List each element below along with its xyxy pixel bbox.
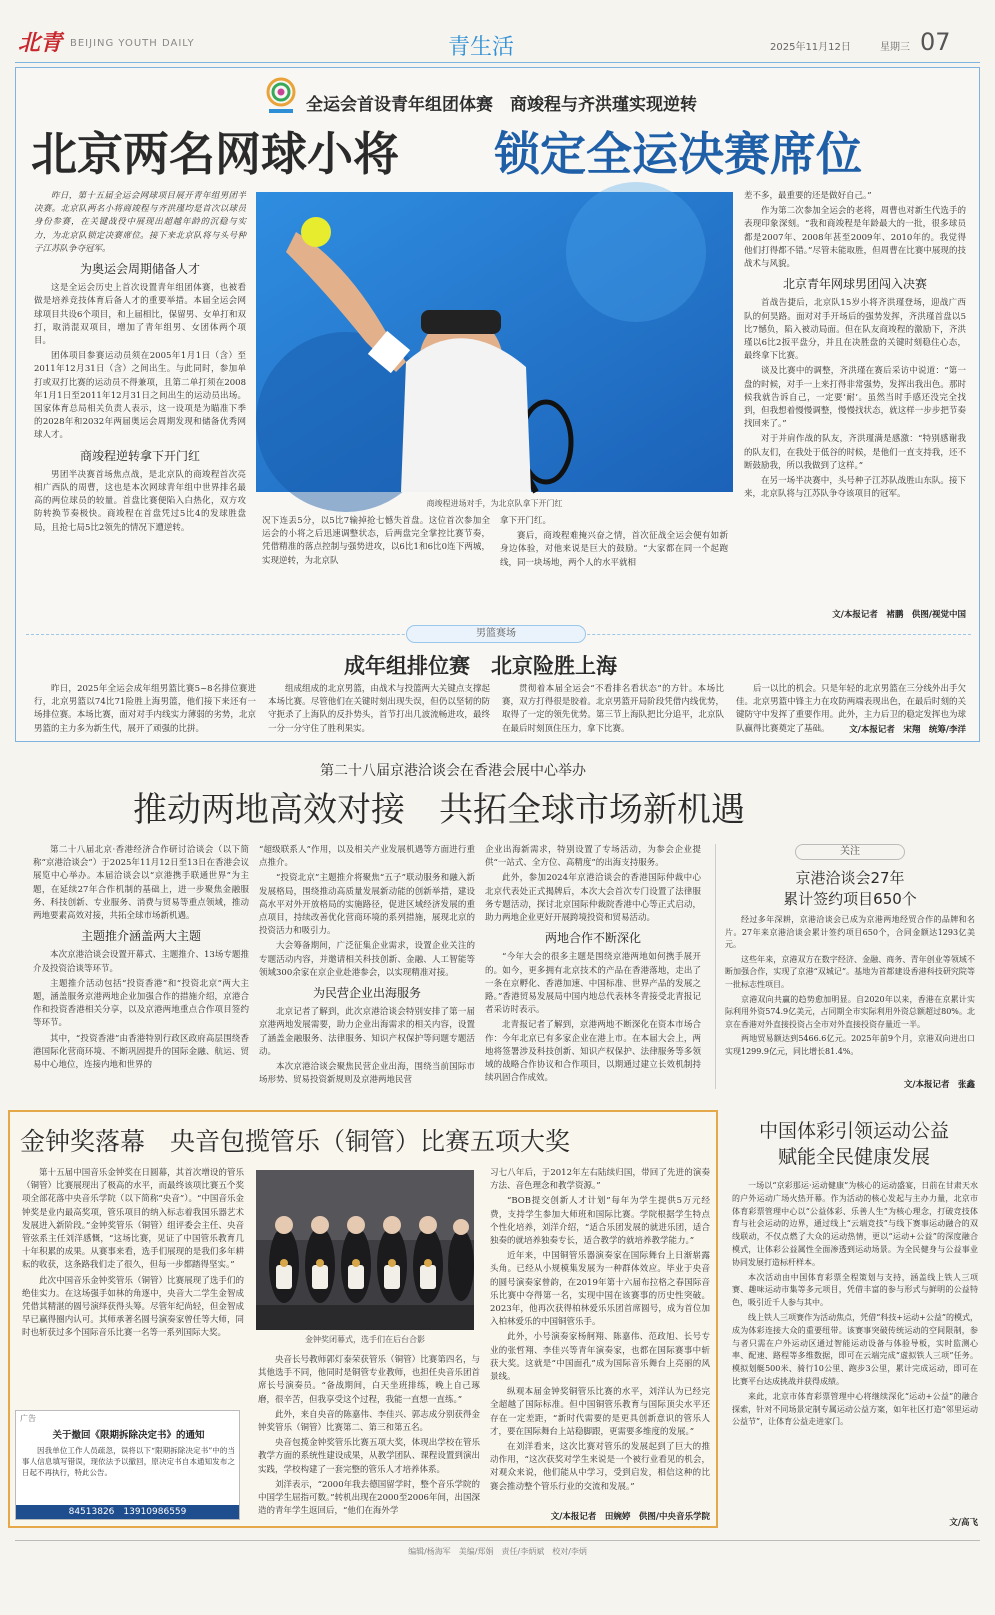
tennis-photo-caption: 商竣程进场对手，为北京队拿下开门红 [426,499,563,508]
ad-phone: 84513826 13910986559 [68,1507,187,1517]
paper-logo: 北青 [18,30,63,56]
trade-para: 大会筹备期间，广泛征集企业需求，设置企业关注的专题活动内容，并邀请相关科技创新、金融、人工智能等领域300余家在京企业赴港参会，以实现精准对接。 [259,941,475,978]
lottery-body [732,1180,978,1515]
trade-para: 主题推介活动包括“投资香港”和“投资北京”两大主题，涵盖服务京港两地企业加强合作的措施介绍，京港合作和投资香港相关分享，以及京港两地重点合作项目签约等环节。 [33,978,249,1029]
basketball-para: 贯彻着本届全运会“不看排名看状态”的方针。本场比赛，双方打得很是胶着。北京男篮开局阶段凭借内线优势，取得了一定的领先优势。第三节上海队把比分追平，北京队在最后时刻顶住压力，拿下比赛。 [502,684,724,734]
tennis-photo [256,192,733,492]
music-para: 刘洋表示，“2000年我去德国留学时，整个音乐学院的中国学生屈指可数。”转机出现在2000至2006年间，出国深造的青年学生返回后，“他们在海外学 [258,1479,480,1517]
lottery-byline: 文/高飞 [949,1518,978,1528]
tennis-para: 男团半决赛首场焦点战，是北京队的商竣程首次亮相广西队的周曹，这也是本次网球青年组中世界排名最高的两位球员的较量。首盘比赛便陷入白热化，双方攻防转换节奏极快。商竣程在首盘凭过5比4的发球胜盘局，且抢七局5比2领先的情况下遭逆转。 [34,469,246,533]
music-para: “BOB提交创新人才计划”每年为学生提供5万元经费，支持学生参加大师班和国际比赛。学院根据学生特点个性化培养，刘洋介绍，“适合乐团发展的就进乐团，适合独奏的就培养独奏专长，适合教学的就培养教学能力。” [490,1196,710,1247]
lottery-para: 本次活动由中国体育彩票全程策划与支持，涵盖线上铁人三项赛、趣味运动市集等多元项目，凭借丰富的参与形式与鲜明的公益特色，吸引近千人参与其中。 [732,1272,978,1308]
basketball-col-1 [34,683,256,733]
tennis-col-2 [262,515,490,600]
footer-credits: 编辑/杨海军 美编/郑娟 责任/李炳斌 校对/李炳 [408,1547,587,1556]
trade-sidebar-para: 这些年来，京港双方在数字经济、金融、商务、青年创业等领域不断加强合作，实现了京港“双城记”。基地为首都建设香港科技研究院等一批标志性项目。 [725,954,975,989]
trade-subhead-3: 两地合作不断深化 [544,931,641,946]
footer-rule [15,1540,980,1541]
music-para: 央音长号教师郭灯泰荣获管乐（铜管）比赛第四名，与其他选手不同，他同时是铜管专业教师，也担任央音乐团首席长号演奏员。“备战期间，白天坐班排练，晚上自己琢磨，很辛苦，但我享受这个过程，我能一直想一直练。” [258,1355,480,1405]
music-para: 近年来，中国铜管乐器演奏家在国际舞台上日渐崭露头角。已经从小规模集发展为一种群体效应。毕业于央音的圆号演奏家曾韵，在2019年第十六届布拉格之春国际音乐比赛中夺得第一名，实现中国在该赛事的历史性突破。2023年，他再次获得柏林爱乐乐团首席圆号，成为首位加入柏林爱乐的中国铜管乐手。 [490,1251,710,1328]
ad-label: 广告 [20,1414,36,1423]
trade-para: “投资北京”主题推介将聚焦“五子”联动服务和融入新发展格局，围绕推动高质量发展新动能的创新举措，建设高水平对外开放格局的实施路径，促进区域经济发展的重点项目，持续改善优化营商环境的系列措施，展现北京的投资活力和吸引力。 [259,873,475,937]
trade-sidebar-title: 京港洽谈会27年 累计签约项目650个 [783,869,917,908]
tennis-para: 赛后，商竣程难掩兴奋之情，首次征战全运会便有如新身边体验，对他来说是巨大的鼓励。“大家都在同一个起跑线，同一块场地，两个人的水平就相 [500,531,728,568]
music-para: 此次中国音乐金钟奖管乐（铜管）比赛展现了选手们的绝佳实力。在这场强手如林的角逐中，央音大二学生金智成凭借其精湛的圆号演绎获得头筹。尽管年纪尚轻，但金智成早已赢得圈内认可。其师承著名圆号演奏家曾任等大师，同时也斩获过多个国际音乐比赛一名等一系列国际大奖。 [22,1275,244,1339]
tennis-col-3 [500,515,728,600]
trade-sidebar [725,844,975,1094]
ad-notice-para: 因我单位工作人员疏忽，误将以下“限期拆除决定书”中的当事人信息填写错误，现依法予以撤回，原决定书自本通知发布之日起不再执行，特此公告。 [22,1446,235,1477]
tennis-para: 首战告捷后，北京队15岁小将齐洪瑾登场，迎战广西队的何昊路。面对对手开场后的强势发挥，齐洪瑾首盘以5比7憾负，陷入被动局面。但在队友商竣程的激励下，齐洪瑾以6比2扳平盘分，并且在决胜盘的关键时刻稳住心态，最终拿下比赛。 [744,298,966,362]
ad-phone-bar [16,1505,239,1519]
tennis-headline-blue: 锁定全运决赛席位 [494,127,862,181]
music-byline: 文/本报记者 田婉婷 供图/中央音乐学院 [550,1512,710,1522]
trade-headline: 推动两地高效对接 共拓全球市场新机遇 [133,790,745,830]
trade-sidebar-rule [715,844,716,1089]
trade-sidebar-byline: 文/本报记者 张鑫 [903,1080,975,1090]
tennis-para: 谈及比赛中的调整，齐洪瑾在赛后采访中说道：“第一盘的时候，对手一上来打得非常强势，发挥出我出色。那时候我就告诉自己，一定要‘耐’。虽然当时手感还没完全找到，但我想着慢慢调整，慢慢找状态，就这样一步步把节奏找回来了。” [744,366,966,430]
tennis-para: 差不多，最重要的还是做好自己。” [744,191,872,201]
tennis-para: 这是全运会历史上首次设置青年组团体赛，也被看做是培养竞技体育后备人才的重要举措。本届全运会网球项目共设6个项目，和上届相比，保留男、女单打和双打，取消混双项目，增加了青年组男、女团体两个项目。 [34,283,246,347]
basketball-para: 昨日，2025年全运会成年组男篮比赛5~8名排位赛进行，北京男篮以74比71险胜上海男篮，他们接下来还有一场排位赛。本场比赛，面对对手内线实力薄弱的劣势，北京男篮的主力多为新生代，展开了顽强的比拼。 [34,684,256,734]
tennis-para: 对于并肩作战的队友，齐洪瑾满是感激：“特别感谢我的队友们，在我处于低谷的时候，是他们一直支持我，还不断鼓励我，所以我做到了这样。” [744,434,966,471]
music-para: 此外，小号演奏家杨舸翔、陈嘉伟、范政旭、长号专业的张哲翔、李佳兴等青年演奏家，也都在国际赛事中斩获大奖。这就是“中国面孔”成为国际音乐舞台上亮丽的风景线。 [490,1332,710,1383]
tennis-para: 在另一场半决赛中，头号种子江苏队战胜山东队。接下来，北京队将与江苏队争夺该项目的冠军。 [744,476,966,500]
trade-para: “今年大会的很多主题是围绕京港两地如何携手展开的。如今，更多拥有北京技术的产品在香港落地，走出了一条在京孵化、香港加速、中国标准、世界产品的发展之路。”香港贸易发展局中国内地总代表林冬青接受北青报记者采访时表示。 [485,952,701,1016]
music-photo [256,1170,474,1330]
music-para: 在刘洋看来，这次比赛对管乐的发展起到了巨大的推动作用，“这次获奖对学生来说是一个被行业看见的机会，对观众来说，他们能从中学习，受到启发，相信这种的比赛会推动整个管乐行业的交流和发展。” [490,1442,710,1492]
tennis-para: 拿下开门红。 [500,516,552,526]
tennis-para: 况下连丢5分，以5比7输掉抢七憾失首盘。这位首次参加全运会的小将之后迅速调整状态，后两盘完全掌控比赛节奏，凭借精准的落点控制与强势进攻，以6比1和6比0连下两城，实现逆转，为北京队 [262,516,490,566]
lottery-article [728,1112,980,1532]
trade-sidebar-para: 京港双向共赢的趋势愈加明显。自2020年以来，香港在京累计实际利用外资574.9亿美元，占同期全市实际利用外资总额超过80%。北京在香港对外直接投资占全市对外直接投资存量近一半。 [725,994,975,1029]
trade-para: 第二十八届北京·香港经济合作研讨洽谈会（以下简称“京港洽谈会”）于2025年11月12日至13日在香港会议展览中心举办。本届洽谈会以“京港携手联通世界”为主题，在延续27年合作机制的基础上，进一步聚焦金融服务、科技创新、专业服务、消费与贸易等重点领域，推动两地要素高效对接，共拓全球市场新机遇。 [33,845,249,922]
tennis-subhead-3: 北京青年网球男团闯入决赛 [782,277,927,292]
music-para: 此外，来自央音的陈嘉伟、李佳兴、郭志成分别获得金钟奖管乐（铜管）比赛第二、第三和第五名。 [258,1409,480,1434]
tennis-col-1 [34,190,246,720]
trade-para: 其中，“投资香港”由香港特别行政区政府高层围绕香港国际化营商环境、不断巩固提升的国际金融、航运、贸易中心地位，连接内地和世界的 [33,1033,249,1071]
trade-sidebar-para: 两地贸易额达到5466.6亿元。2025年前9个月，京港双向进出口实现1299.9亿元，同比增长81.4%。 [725,1034,975,1056]
basketball-byline: 文/本报记者 宋翔 统筹/李洋 [849,725,966,735]
trade-sidebar-tag-text: 关注 [840,846,860,857]
basketball-para: 后一以比的机会。只是年轻的北京男篮在三分线外出手欠佳。北京男篮中锋主力在攻防两端表现出色，在最后时刻的关键防守中发挥了重要作用。此外，主力后卫的稳定发挥也为球队赢得比赛奠定了基础。 [736,684,966,734]
ad-notice-body [22,1445,235,1503]
trade-para: 本次京港洽谈会聚焦民营企业出海，围绕当前国际市场形势、贸易投资新规则及京港两地民营 [259,1062,475,1086]
basketball-tag [406,625,586,643]
trade-para: 此外，参加2024年京港洽谈会的香港国际仲裁中心北京代表处正式揭牌后，本次大会首次专门设置了法律服务专题活动，探讨北京国际仲裁院香港中心等正式启动，助力两地企业更好开展跨境投资和贸易活动。 [485,873,701,924]
trade-sidebar-body [725,914,975,1074]
ad-notice-title: 关于撤回《限期拆除决定书》的通知 [52,1430,205,1441]
basketball-col-2 [268,683,490,733]
music-para: 第十五届中国音乐金钟奖在日圆幕，其首次增设的管乐（铜管）比赛展现出了极高的水平，而最终该项比赛五个奖项全部花落中央音乐学院（以下简称“央音”）。“中国音乐金钟奖是业内最高奖项，管乐项目的纳入标志着我国乐器艺术发展进入新阶段。”金钟奖管乐（铜管）组评委会主任、央音管弦系主任刘洋感慨，“这场比赛，见证了中国管乐教育几十年积累的成果。从赛事来看，选手们展现的是我们多年耕耘的收获，这条路我们走了很久，但每一步都踏得坚实。” [22,1168,244,1271]
music-para: 习七八年后，于2012年左右陆续归国，带回了先进的演奏方法、音色理念和教学资源。” [490,1168,710,1192]
tennis-para: 作为第二次参加全运会的老将，周曹也对新生代选手的表现印象深刻。“我和商竣程是年龄最大的一批，很多球员都是2007年、2008年甚至2009年、2010年的。我觉得他们打得都不错。”尽管未能取胜，但周曹在比赛中展现的技战术与风貌。 [744,206,966,270]
trade-col-3 [485,844,701,1089]
issue-date: 2025年11月12日 [770,42,851,53]
tennis-col-4 [744,190,966,605]
tennis-lead: 昨日，第十五届全运会网球项目展开青年组男团半决赛。北京队两名小将商竣程与齐洪瑾均是首次以球员身份参赛，在关键战役中展现出超越年龄的沉稳与实力，为北京队锁定决赛席位。接下来北京队将与头号种子江苏队争夺冠军。 [34,191,246,254]
basketball-para: 组成组成的北京男篮，由战术与投篮两大关键点支撑起本场比赛。尽管他们在关键时刻出现失误，但仍以坚韧的防守扼杀了上海队的反扑势头，首节打出几波流畅进攻，最终一分一分守住了胜利果实。 [268,684,490,734]
tennis-para: 团体项目参赛运动员须在2005年1月1日（含）至2011年12月31日（含）之间出生。与此同时，参加单打或双打比赛的运动员不得兼项，且第二单打须在2008年1月1日至2011年12月31日之间出生的运动员出场。国家体育总局相关负责人表示，这一设项是为瞄准下季的2028年和2032年两届奥运会周期发现和储备优秀网球人才。 [34,351,246,441]
lottery-para: 线上铁人三项赛作为活动焦点，凭借“科技+运动+公益”的模式，成为体彩连接大众的重要纽带。该赛事突破传统运动的空间限制，参与者只需在户外运动区通过智能运动设备与体验导板，实时监测心率、配速、路程等多维数据，即可在云端完成“虚拟铁人三项”任务。模拟划艇500米、骑行10公里、跑步3公里，累计完成运动，即可在比赛平台达成挑战并获得成绩。 [732,1312,978,1386]
page-number: 07 [920,28,951,56]
tennis-subhead-2: 商竣程逆转拿下开门红 [79,448,200,463]
trade-sidebar-para: 经过多年深耕，京港洽谈会已成为京港两地经贸合作的品牌和名片。27年来京港洽谈会累计签约项目650个，合同金额达1293亿美元。 [725,915,975,950]
header-rule [15,62,980,63]
tennis-byline: 文/本报记者 褚鹏 供图/视觉中国 [832,610,966,620]
trade-subhead-2: 为民营企业出海服务 [312,986,421,1001]
lottery-headline: 中国体彩引领运动公益 赋能全民健康发展 [758,1120,949,1168]
trade-col-1 [33,844,249,1089]
music-headline: 金钟奖落幕 央音包揽管乐（铜管）比赛五项大奖 [20,1127,571,1156]
masthead [0,0,995,62]
section-title: 青生活 [448,35,515,60]
lottery-para: 来此，北京市体育彩票管理中心将继续深化“运动+公益”的融合探索，针对不同场景定制专属运动公益方案，如年社区打造“邻里运动公益节”，让体育公益走进家门。 [732,1391,978,1427]
basketball-title: 成年组排位赛 北京险胜上海 [344,654,617,678]
tennis-headline-black: 北京两名网球小将 [31,127,399,181]
tennis-article [15,67,980,742]
trade-para: 北京记者了解到，此次京港洽谈会特别安排了第一届京港两地发展需要，助力企业出海需求的相关内容，设置了涵盖金融服务、法律服务、知识产权保护等问题专题活动。 [259,1007,475,1057]
music-photo-caption: 金钟奖闭幕式，选手们在后台合影 [305,1335,425,1344]
trade-para: 北青报记者了解到，京港两地不断深化在资本市场合作：今年北京已有多家企业在港上市。在本届大会上，两地将签署涉及科技创新、知识产权保护、法律服务等多领域的战略合作协议和合作项目，以期通过建立长效机制持续巩固合作成效。 [485,1020,701,1084]
trade-sidebar-tag [795,844,905,860]
music-col-3 [490,1167,710,1507]
lottery-para: 一场以“京彩那运·运动健康”为核心的运动盛宴，日前在甘肃天水的户外运动广场火热开幕。作为活动的核心发起与主办力量，北京市体育彩票管理中心以“公益体彩、乐善人生”为核心理念，打破竞技体育与社会运动的边界，通过线上“云端竞技”与线下赛事运动融合的双线联动，不仅点燃了大众的运动热情，更以“运动+公益”的深度融合模式，让体彩公益属性全面渗透到运动场景。为全民健身与公益事业协同发展打造标杆样本。 [732,1181,978,1267]
issue-weekday: 星期三 [880,42,910,53]
music-para: 纵观本届金钟奖铜管乐比赛的水平，刘洋认为已经完全超越了国际标准。但中国铜管乐教育与国际顶尖水平还存在一定差距，“新时代需要的是更具创新意识的管乐人才，要在国际舞台上站稳脚跟，更需要多维度的发展。” [490,1387,710,1437]
trade-kicker: 第二十八届京港洽谈会在香港会展中心举办 [320,763,586,779]
trade-col-2 [259,844,475,1089]
music-col-2 [258,1354,480,1522]
ad-box [15,1410,240,1520]
basketball-col-3 [502,683,724,733]
tennis-subhead-1: 为奥运会周期储备人才 [79,262,200,277]
paper-name: BEIJING YOUTH DAILY [70,38,195,49]
trade-para: “超级联系人”作用，以及相关产业发展机遇等方面进行重点推介。 [259,845,475,869]
music-para: 央音包揽金钟奖管乐比赛五项大奖，体现出学校在管乐教学方面的系统性建设成果，从教学团队、课程设置到演出实践，学校构建了一套完整的管乐人才培养体系。 [258,1438,480,1475]
tennis-kicker: 全运会首设青年组团体赛 商竣程与齐洪瑾实现逆转 [306,95,697,115]
music-col-1 [22,1167,244,1412]
trade-article [15,752,980,1097]
trade-para: 企业出海新需求，特别设置了专场活动，为参会企业提供“一站式、全方位、高精度”的出海支持服务。 [485,845,701,869]
basketball-tag-text: 男篮赛场 [476,628,516,639]
games-logo-icon [263,76,299,116]
trade-subhead-1: 主题推介涵盖两大主题 [80,929,201,944]
trade-para: 本次京港洽谈会设置开幕式、主题推介、13场专题推介及投资洽谈等环节。 [33,950,249,974]
